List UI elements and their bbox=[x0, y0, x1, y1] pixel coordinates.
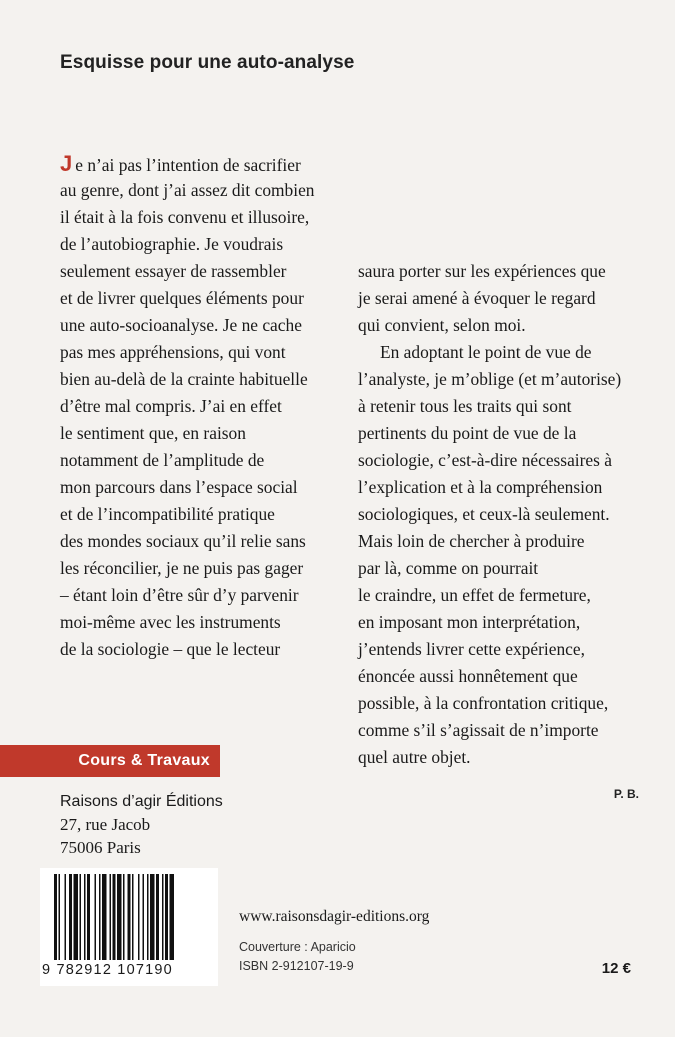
text-line: en imposant mon interprétation, bbox=[358, 612, 581, 632]
publisher-street: 27, rue Jacob bbox=[60, 815, 151, 834]
text-line: pas mes appréhensions, qui vont bbox=[60, 342, 286, 362]
text-line: une auto-socioanalyse. Je ne cache bbox=[60, 315, 302, 335]
text-line: mon parcours dans l’espace social bbox=[60, 477, 298, 497]
publisher-address bbox=[60, 790, 223, 859]
text-line: de l’autobiographie. Je voudrais bbox=[60, 234, 284, 254]
text-column-right bbox=[358, 258, 621, 771]
text-line: et de l’incompatibilité pratique bbox=[60, 504, 275, 524]
text-line: En adoptant le point de vue de bbox=[380, 342, 592, 362]
credits bbox=[239, 938, 356, 976]
website-link: www.raisonsdagir-editions.org bbox=[239, 908, 430, 925]
text-line: bien au-delà de la crainte habituelle bbox=[60, 369, 308, 389]
text-line: de la sociologie – que le lecteur bbox=[60, 639, 281, 659]
text-line: possible, à la confrontation critique, bbox=[358, 693, 609, 713]
text-line: l’explication et à la compréhension bbox=[358, 477, 603, 497]
text-line: sociologie, c’est-à-dire nécessaires à bbox=[358, 450, 612, 470]
publisher-city: 75006 Paris bbox=[60, 838, 141, 857]
text-line: je serai amené à évoquer le regard bbox=[358, 288, 596, 308]
barcode-bars bbox=[54, 874, 206, 960]
text-line: saura porter sur les expériences que bbox=[358, 261, 606, 281]
text-line: le craindre, un effet de fermeture, bbox=[358, 585, 591, 605]
text-line: comme s’il s’agissait de n’importe bbox=[358, 720, 599, 740]
text-line: qui convient, selon moi. bbox=[358, 315, 526, 335]
text-line: l’analyste, je m’oblige (et m’autorise) bbox=[358, 369, 622, 389]
text-line: j’entends livrer cette expérience, bbox=[358, 639, 585, 659]
text-column-left bbox=[60, 150, 315, 663]
publisher-name: Raisons d’agir Éditions bbox=[60, 793, 223, 810]
text-line: notamment de l’amplitude de bbox=[60, 450, 265, 470]
text-line: par là, comme on pourrait bbox=[358, 558, 539, 578]
drop-cap: J bbox=[60, 151, 73, 176]
series-banner bbox=[0, 745, 220, 777]
text-line: quel autre objet. bbox=[358, 747, 471, 767]
text-line: des mondes sociaux qu’il relie sans bbox=[60, 531, 306, 551]
barcode bbox=[40, 868, 218, 986]
text-line: J e n’ai pas l’intention de sacrifier bbox=[60, 151, 301, 176]
text-line: le sentiment que, en raison bbox=[60, 423, 246, 443]
book-title: Esquisse pour une auto-analyse bbox=[60, 52, 355, 73]
text-line: pertinents du point de vue de la bbox=[358, 423, 577, 443]
text-line: à retenir tous les traits qui sont bbox=[358, 396, 572, 416]
text-line: les réconcilier, je ne puis pas gager bbox=[60, 558, 304, 578]
barcode-number: 9 782912 107190 bbox=[42, 962, 173, 978]
text-line: sociologiques, et ceux-là seulement. bbox=[358, 504, 610, 524]
text-line: il était à la fois convenu et illusoire, bbox=[60, 207, 310, 227]
text-line: d’être mal compris. J’ai en effet bbox=[60, 396, 282, 416]
isbn: ISBN 2-912107-19-9 bbox=[239, 959, 354, 973]
text-line: au genre, dont j’ai assez dit combien bbox=[60, 180, 315, 200]
text-line: et de livrer quelques éléments pour bbox=[60, 288, 304, 308]
text-line: moi-même avec les instruments bbox=[60, 612, 281, 632]
author-initials: P. B. bbox=[613, 787, 639, 801]
text-line: – étant loin d’être sûr d’y parvenir bbox=[60, 585, 299, 605]
text-line: seulement essayer de rassembler bbox=[60, 261, 287, 281]
cover-credit: Couverture : Aparicio bbox=[239, 940, 356, 954]
series-label: Cours & Travaux bbox=[78, 752, 210, 769]
price: 12 € bbox=[601, 960, 631, 977]
text-line: énoncée aussi honnêtement que bbox=[358, 666, 578, 686]
text-line: Mais loin de chercher à produire bbox=[358, 531, 585, 551]
